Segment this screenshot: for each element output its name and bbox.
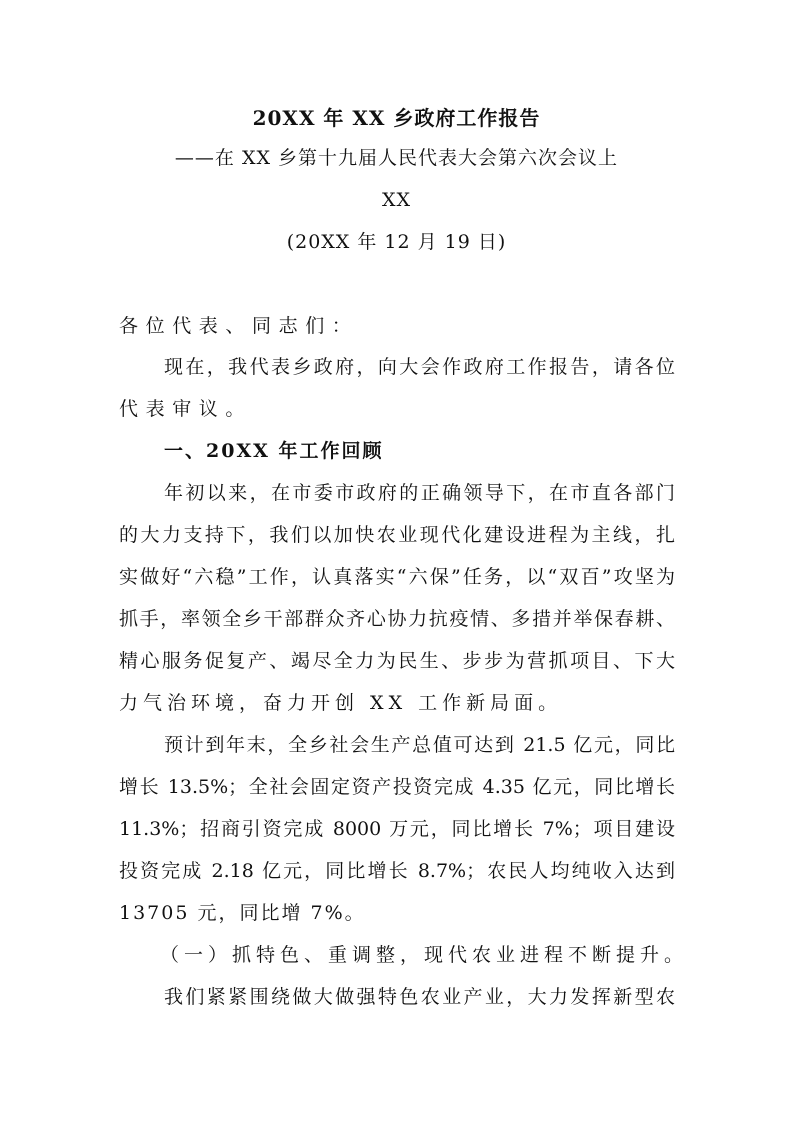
document-title: 20XX 年 XX 乡政府工作报告 — [252, 106, 541, 130]
paragraph-line: 预计到年末，全乡社会生产总值可达到 21.5 亿元，同比 — [164, 734, 675, 756]
paragraph-line: 13705 元，同比增 7%。 — [119, 902, 366, 924]
section-heading: 一、20XX 年工作回顾 — [164, 440, 384, 462]
salutation: 各位代表、同志们： — [119, 315, 359, 337]
paragraph-line: 现在，我代表乡政府，向大会作政府工作报告，请各位 — [164, 356, 675, 378]
paragraph-line: 力气治环境，奋力开创 XX 工作新局面。 — [119, 692, 563, 714]
paragraph-line: 投资完成 2.18 亿元，同比增长 8.7%；农民人均纯收入达到 — [119, 860, 675, 882]
paragraph-line: 抓手，率领全乡干部群众齐心协力抗疫情、多措并举保春耕、 — [119, 608, 675, 630]
paragraph-line: 实做好“六稳”工作，认真落实“六保”任务，以“双百”攻坚为 — [119, 566, 675, 588]
paragraph-line: 我们紧紧围绕做大做强特色农业产业，大力发挥新型农 — [164, 986, 675, 1008]
paragraph-line: 年初以来，在市委市政府的正确领导下，在市直各部门 — [164, 482, 675, 504]
document-date: (20XX 年 12 月 19 日) — [286, 231, 507, 253]
paragraph-line: 11.3%；招商引资完成 8000 万元，同比增长 7%；项目建设 — [119, 818, 675, 840]
document-subtitle: ——在 XX 乡第十九届人民代表大会第六次会议上 — [174, 147, 619, 169]
document-author: XX — [381, 189, 412, 211]
paragraph-line: 精心服务促复产、竭尽全力为民生、步步为营抓项目、下大 — [119, 650, 675, 672]
subsection-heading: （一）抓特色、重调整，现代农业进程不断提升。 — [160, 944, 689, 966]
paragraph-line: 增长 13.5%；全社会固定资产投资完成 4.35 亿元，同比增长 — [119, 776, 675, 798]
paragraph-line: 代表审议。 — [119, 398, 253, 420]
paragraph-line: 的大力支持下，我们以加快农业现代化建设进程为主线，扎 — [119, 524, 675, 546]
